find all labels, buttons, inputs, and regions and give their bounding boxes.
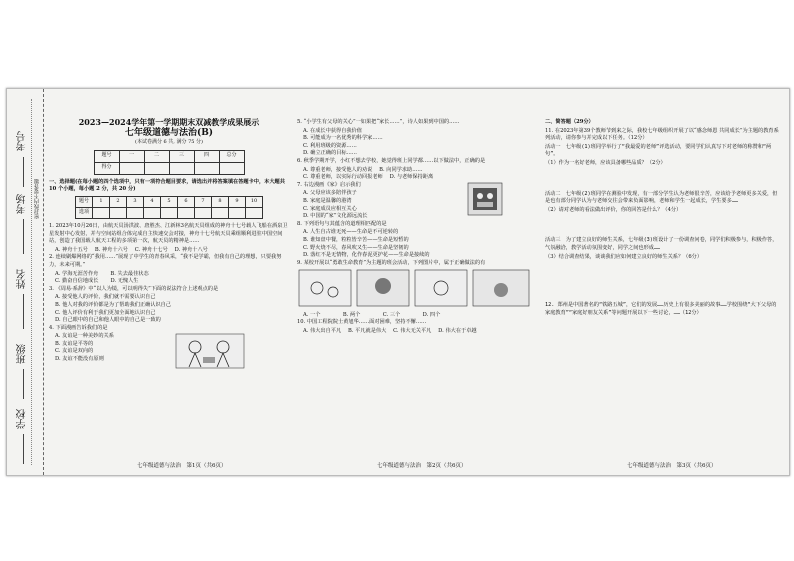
q7-cartoon-image [467,182,503,216]
option: A. 一个 [303,311,321,318]
q5-options [297,128,537,158]
school-label: 学校 [17,409,28,429]
option: D. 神舟十八号 [174,246,208,253]
option: C. 利用班级的资源…… [303,142,357,149]
class-line [23,369,24,399]
activity-3: 活动三 为了建立良好的师生关系，七年级(3)班设计了一份调查问卷，同学们积极参与，积极作答，气氛融洽，教学活动氛围变好，同学之间也形成…… [545,237,778,251]
name-line [23,294,24,329]
answer-cell[interactable] [161,207,178,218]
option: B. 两个 [342,311,361,318]
q3-options [49,294,289,324]
exam-subtitle: 七年级道德与法治(B) [124,127,214,138]
score-cell: 二 [144,150,169,162]
page-2-footer: 七年级道德与法治 第2页（共6页） [377,463,467,469]
exam-title: 2023—2024学年第一学期期末双减教学成果展示 [78,117,260,127]
q7-text [297,182,467,221]
answer-cell: 6 [178,196,195,207]
answer-cell: 选项 [76,207,93,218]
question-5: 5. “小学生有父母的关心”一如果把“家长……”，诗人如果到中国的…… [297,119,460,125]
score-cell: 三 [169,150,194,162]
answer-cell[interactable] [144,207,161,218]
answer-cell[interactable] [246,207,263,218]
q9-cartoon-strip-image [297,268,533,308]
activity-2-question: （2）请对老师的看法做出评价，你的回答是什么？（4分） [545,206,682,213]
page-3 [545,119,781,318]
score-cell[interactable] [219,162,244,174]
school-line [23,434,24,464]
page-1-footer: 七年级道德与法治 第1页（共6页） [137,463,227,469]
option: B. 神舟十六号 [94,246,128,253]
option: C. 友谊是双向的 [55,348,94,355]
option: C. 野火烧不尽，春风吹又生——生命是坚韧的 [303,244,409,251]
option: C. 三个 [382,311,401,318]
option: B. 家庭是温馨的港湾 [303,197,352,204]
binding-margin [7,89,44,475]
answer-cell[interactable] [178,207,195,218]
score-value-row [94,162,244,174]
class-label: 班级 [17,344,28,364]
question-10: 10. 中国工程院院士黄旭华……面对困难，坚持不懈…… [297,319,427,326]
question-12: 12. 郑州是中国著名的“铁路五城”，它们的发展……历史上有很多美丽的故事……学校围绕“大下父母的家庭教育”“家庭好朋友关系”等问题开展以下一些讨论，……（12分） [545,302,777,316]
option: A. 人生自古谁无死——生命是不可逆转的 [303,229,399,236]
option: A. 在成长中获得自我价值 [303,127,362,134]
q7-block [297,182,537,221]
answer-cell: 3 [127,196,144,207]
option: C. 家庭成员应相互关心 [303,205,357,212]
score-cell: 一 [119,150,144,162]
score-header-row [94,150,244,162]
question-2: 2. 连续刷爆网络的“我用……”展现了中学生的青春风采，“我不是学霸，但我有自己的理想，只要我努力，未来可期。” [49,254,282,268]
score-cell[interactable] [119,162,144,174]
option: D. 自己眼中的自己和他人眼中的自己是一致的 [55,317,161,324]
q7-options [297,190,467,220]
exam-no-label: 考号 [17,131,28,151]
score-cell[interactable] [194,162,219,174]
section-1-heading: 一、选择题(在每小题的四个选项中，只有一项符合题目要求，请选出并将答案填在答题卡中，本大题共 10 个小题，每小题 2 分，共 20 分) [49,178,285,193]
q10-options [297,328,537,336]
section-2-heading: 二、简答题（29分） [545,119,594,125]
option: C. 神舟十七号 [134,246,168,253]
option: B. 谁知盘中餐，粒粒皆辛苦——生命是短暂的 [303,236,409,243]
option: B. 可能成为一名优秀的科学家…… [303,135,383,142]
option: D. 确立正确的目标…… [303,150,357,157]
option: D. 四个 [422,311,441,318]
option: D. 中国的“家”文化源远流长 [303,213,368,220]
answer-cell: 4 [144,196,161,207]
answer-cell[interactable] [212,207,229,218]
activity-1: 活动一 七年级(1)班同学举行了“我最爱的老师”评选活动，要同学们认真写下对老师的称赞和“两句”。 [545,143,772,158]
activity-3-question: （3）结合调查结果，谈谈我们应如何建立良好的师生关系？（6分） [545,253,703,260]
option: D. 伟大在于卓越 [438,328,477,335]
answer-cell[interactable] [110,207,127,218]
page-2 [297,119,537,336]
answer-cell: 9 [229,196,246,207]
option: B. 失去最佳状态 [110,270,149,277]
answer-space-3[interactable] [545,262,781,302]
answer-cell: 8 [212,196,229,207]
answer-cell: 1 [93,196,110,207]
exam-room-label: 考场 [17,194,28,214]
option: C. 伟大无关平凡 [393,328,432,335]
page-1 [49,119,289,369]
score-cell: 得分 [94,162,119,174]
option: A. 父母应该多陪伴孩子 [303,190,357,197]
option: A. 学海无涯苦作舟 [55,270,99,277]
option: D. 与老师保持距离 [389,174,434,181]
option: A. 友谊是一种美妙的关系 [55,333,114,340]
answer-cell[interactable] [127,207,144,218]
answer-table [75,196,263,219]
exam-sheet [6,88,790,476]
name-label: 姓名 [17,269,28,289]
question-1: 1. 2023年10月26日，由航天员汤洪波、唐胜杰、江新林3名航天员组成的神舟十七号载人飞船在酒泉卫星发射中心发射，并与空间站组合体完成自主快速交会对接，神舟十七号航天员乘组顺利进驻中国空间站，创造了我国载人航天工程的多项第一次，航天员的精神是…… [49,222,288,245]
option: A. 接受他人的评价，我们就不需要认识自己 [55,294,156,301]
score-cell[interactable] [144,162,169,174]
option: B. 平凡就是伟大 [348,328,387,335]
option: D. 落红不是无情物，化作春泥更护花——生命是接续的 [303,252,430,259]
answer-cell: 5 [161,196,178,207]
score-cell: 四 [194,150,219,162]
option: A. 尊重老师，接受他人的劝说 [303,166,373,173]
option: B. 他人对我的评价都是为了帮助我们正确认识自己 [55,301,172,308]
page-3-footer: 七年级道德与法治 第3页（共6页） [627,463,717,469]
q4-block [49,333,289,369]
question-7: 7. 右边漫画《家》启示我们 [297,181,361,188]
answer-cell: 题号 [76,196,93,207]
activity-2: 活动二 七年级(2)班同学在测验中发现，有一部分学生认为老师很辛苦，应该给予老师更多关爱，但是也有部分同学认为与老师交往会带来负面影响，老师和学生一起成长，学生要多…… [545,190,778,205]
answer-value-row [76,207,263,218]
answer-header-row [76,196,263,207]
question-3: 3. 《周易·系辞》中“以人为镜，可以明得失”下面的说法符合上述观点的是 [49,285,219,292]
score-cell[interactable] [169,162,194,174]
exam-no-line [23,157,24,187]
option: C. 勤奋自信地成长 [55,278,99,285]
answer-cell[interactable] [93,207,110,218]
option: A. 伟大出自平凡 [303,328,342,335]
activity-1-question: （1）作为一名好老师，应该具备哪些品质？（2分） [545,159,666,166]
option: C. 他人评价有利于我们更加全面地认识自己 [55,309,156,316]
question-11: 11. 在2023年第39个教师节到来之际，我校七年级组织开展了以“感念师恩 共同成长”为主题的教育系列活动，请你参与并完成以下任务。（12分） [545,127,779,142]
option: D. 无愧人生 [110,278,139,285]
q6-options [297,167,537,182]
answer-cell[interactable] [195,207,212,218]
score-cell: 总分 [219,150,244,162]
score-table [94,150,245,175]
option: C. 尊重老师，以实际行动回报老师 [303,174,383,181]
seal-line [31,99,32,465]
option: D. 友谊不能没有原则 [55,356,104,363]
q2-options [49,271,289,286]
option: B. 向同学求助…… [379,166,423,173]
answer-space-2[interactable] [545,215,781,237]
answer-cell: 2 [110,196,127,207]
score-cell: 题号 [94,150,119,162]
question-9: 9. 某校开展以“勇敢生命教育”为主题的班会活动，下列图片中，属于正确做法的有 [297,259,486,266]
q4-options [49,333,175,369]
answer-space-1[interactable] [545,169,781,191]
answer-cell: 10 [246,196,263,207]
answer-cell: 7 [195,196,212,207]
q4-cartoon-image [175,333,245,369]
question-4: 4. 下面漫画告诉我们的是 [49,324,108,331]
question-8: 8. 下列语句与其蕴含的道理相匹配的是 [297,220,387,227]
seal-line-note: 密封线内不要答题 [34,179,40,219]
question-6: 6. 秋季学期开学，小红不想去学校，她觉得班上同学都……以下做法中，正确的是 [297,157,486,164]
q8-options [297,229,537,259]
option: A. 神舟十五号 [55,246,88,253]
answer-cell[interactable] [229,207,246,218]
option: B. 友谊是平等的 [55,340,94,347]
exam-note: (本试卷满分 6 共, 满分 75 分) [135,139,203,146]
exam-room-line [23,219,24,254]
